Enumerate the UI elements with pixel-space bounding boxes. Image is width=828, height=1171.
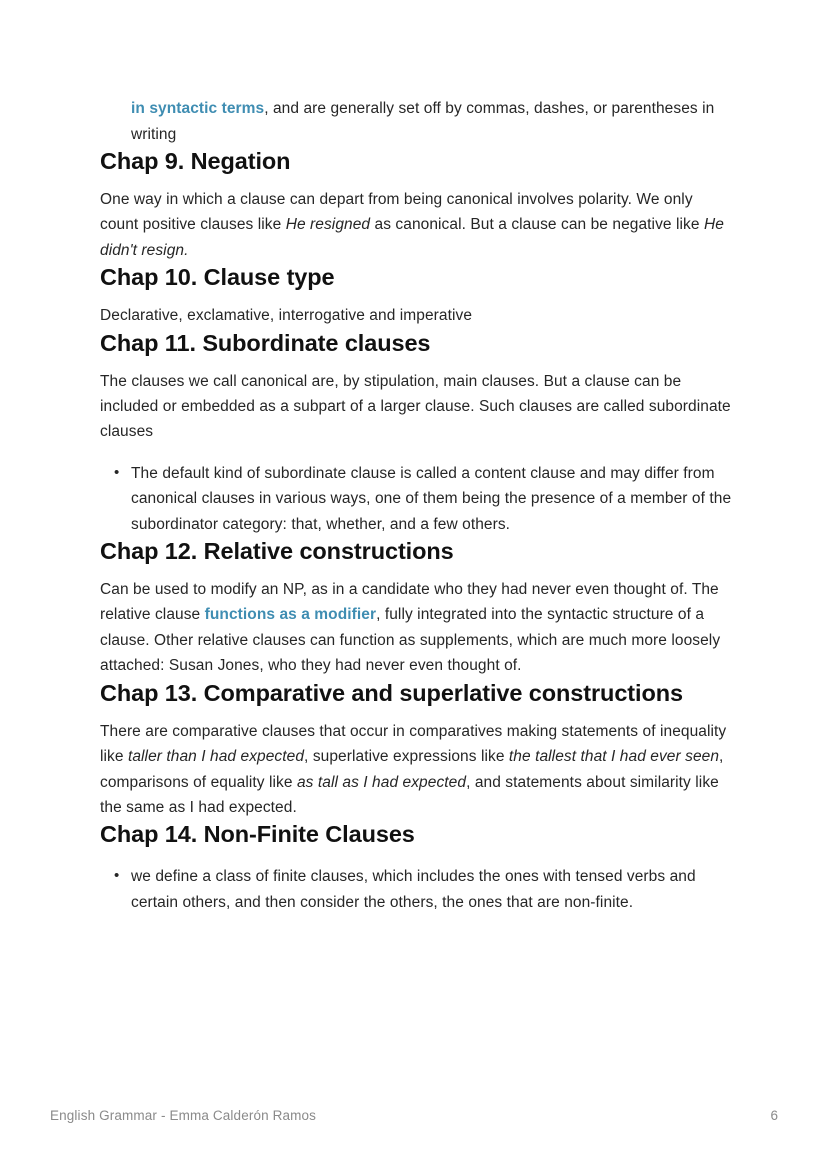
heading-chap-12: Chap 12. Relative constructions <box>100 538 454 565</box>
bullet-list-chap-11 <box>100 461 732 537</box>
text-run-italic: He didn't resign. <box>100 216 724 259</box>
page-footer <box>50 1108 778 1123</box>
heading-chap-9: Chap 9. Negation <box>100 148 291 174</box>
text-run: , comparisons of equality like <box>100 748 724 791</box>
link-functions-as-a-modifier[interactable]: functions as a modifier <box>204 606 377 624</box>
footer-title: English Grammar - Emma Calderón Ramos <box>50 1108 317 1123</box>
paragraph-chap-11 <box>100 369 732 445</box>
paragraph-chap-10 <box>100 303 732 328</box>
text-run: , superlative expressions like <box>304 748 509 766</box>
bullet-list-chap-14 <box>100 864 732 915</box>
heading-chap-13: Chap 13. Comparative and superlative constructions <box>100 679 683 706</box>
page-content <box>100 96 732 915</box>
list-item: • The default kind of subordinate clause is called a content clause and may differ from canonical clauses in various ways, one of them being the presence of a member of the subordinator category: that, whether, and a few others. <box>131 461 732 537</box>
text-run: , and statements about similarity like the same as I had expected. <box>100 773 719 816</box>
text-run-italic: the tallest that I had ever seen <box>508 748 720 766</box>
heading-chap-11: Chap 11. Subordinate clauses <box>100 329 431 356</box>
text-run: , fully integrated into the syntactic structure of a clause. Other relative clauses can function as supplements, which are much more loosely attached: Susan Jones, who they had never even thought of. <box>100 606 721 675</box>
text-run-italic: He resigned <box>285 216 371 234</box>
text-run: The clauses we call canonical are, by stipulation, main clauses. But a clause can be included or embedded as a subpart of a larger clause. Such clauses are called subordinate clauses <box>100 372 731 441</box>
heading-chap-14: Chap 14. Non-Finite Clauses <box>100 821 415 848</box>
text-run: Declarative, exclamative, interrogative and imperative <box>100 307 473 325</box>
paragraph-chap-9 <box>100 187 732 263</box>
footer-page-number: 6 <box>770 1108 778 1123</box>
text-run: One way in which a clause can depart from being canonical involves polarity. We only count positive clauses like <box>100 191 693 234</box>
text-run-italic: as tall as I had expected <box>296 773 467 791</box>
text-run-italic: taller than I had expected <box>127 748 305 766</box>
text-run: as canonical. But a clause can be negative like <box>370 216 704 234</box>
paragraph-chap-13 <box>100 719 732 821</box>
text-run: Can be used to modify an NP, as in a candidate who they had never even thought of. The relative clause <box>100 581 719 624</box>
paragraph-chap-12 <box>100 577 732 679</box>
continuation-paragraph <box>131 96 732 147</box>
heading-chap-10: Chap 10. Clause type <box>100 264 335 291</box>
list-item: • we define a class of finite clauses, which includes the ones with tensed verbs and certain others, and then consider the others, the ones that are non-finite. <box>131 864 732 915</box>
continuation-paragraph-rest: , and are generally set off by commas, dashes, or parentheses in writing <box>131 100 715 143</box>
link-in-syntactic-terms[interactable]: in syntactic terms <box>131 100 265 117</box>
text-run: There are comparative clauses that occur in comparatives making statements of inequality like <box>100 722 727 766</box>
